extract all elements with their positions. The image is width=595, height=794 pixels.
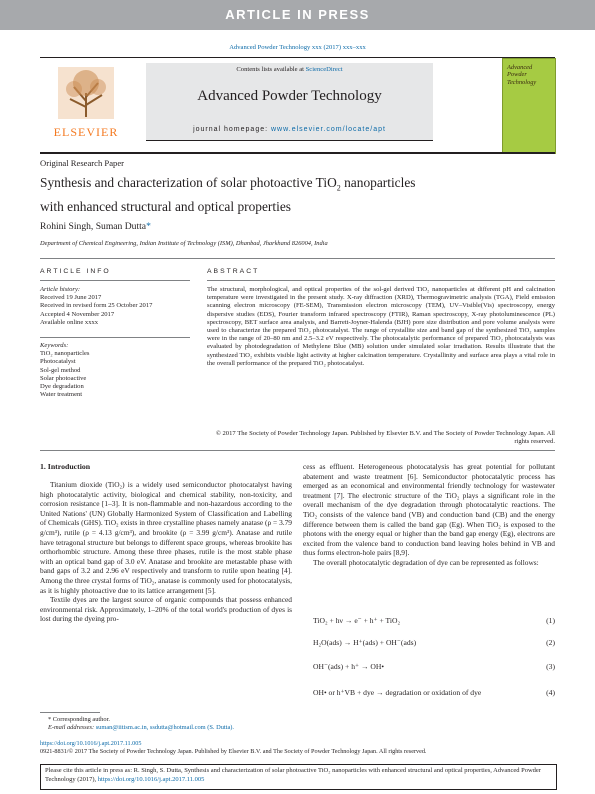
- intro-paragraph-4: The overall photocatalytic degradation of dye can be represented as follows:: [313, 557, 539, 567]
- cover-title-line1: Advanced: [507, 64, 533, 71]
- footnote-rule: [40, 712, 100, 713]
- equation-expr: TiO₂ + hν → e⁻ + h⁺ + TiO₂: [313, 616, 401, 625]
- contents-line: [146, 66, 433, 73]
- equation-number: (3): [546, 662, 555, 671]
- title-line2: with enhanced structural and optical properties: [40, 198, 291, 214]
- introduction-heading: 1. Introduction: [40, 462, 91, 471]
- history-accepted: Accepted 4 November 2017: [40, 310, 115, 318]
- header-thick-rule: [40, 152, 555, 154]
- journal-title: Advanced Powder Technology: [197, 88, 382, 104]
- equation-1: [313, 616, 555, 625]
- keyword-item: Photocatalyst: [40, 358, 76, 366]
- elsevier-wordmark: ELSEVIER: [53, 125, 119, 139]
- affiliation: Department of Chemical Engineering, Indian Institute of Technology (ISM), Dhanbad, Jharkhand 826004, India: [40, 240, 328, 247]
- contents-prefix: Contents lists available at: [236, 66, 306, 73]
- equation-3: [313, 662, 555, 671]
- authors: [40, 221, 151, 232]
- article-info-rule: [40, 280, 190, 281]
- masthead-bottom-rule: [146, 140, 433, 141]
- equation-4: [313, 688, 555, 697]
- article-title: [40, 174, 540, 216]
- header-top-rule: [40, 57, 555, 58]
- title-subscript: 2: [336, 183, 341, 193]
- title-part-a: Synthesis and characterization of solar photoactive TiO: [40, 175, 337, 190]
- equation-2: [313, 638, 555, 647]
- keyword-item: TiO₂ nanoparticles: [40, 350, 90, 358]
- doi-block: [40, 740, 555, 755]
- history-revised: Received in revised form 25 October 2017: [40, 302, 153, 310]
- email-label: E-mail addresses:: [48, 724, 96, 731]
- intro-paragraph-2: Textile dyes are the largest source of organic compounds that possess enhanced environmental risk. Approximately, 1–20% of the total world's production of dyes is lost during the dyeing pro-: [40, 595, 292, 624]
- equation-expr: H₂O(ads) → H⁺(ads) + OH⁻(ads): [313, 638, 417, 647]
- keyword-item: Solar photoactive: [40, 374, 87, 382]
- article-type: Original Research Paper: [40, 158, 124, 168]
- keyword-item: Water treatment: [40, 391, 83, 399]
- equation-number: (1): [546, 616, 555, 625]
- citation-text: Please cite this article in press as: R. Singh, S. Dutta, Synthesis and characterization of solar photoactive TiO₂ nanoparticles with enhanced structural and optical properties, Advanced Powder Technology (2017),: [45, 767, 541, 783]
- citation-doi-link[interactable]: https://doi.org/10.1016/j.apt.2017.11.005: [97, 776, 205, 783]
- keyword-item: Sol-gel method: [40, 366, 81, 374]
- cover-title-line3: Technology: [507, 78, 537, 86]
- keywords-label: Keywords:: [40, 342, 69, 349]
- abstract-rule: [207, 280, 555, 281]
- keywords-rule: [40, 337, 190, 338]
- keywords: [40, 342, 195, 399]
- article-info-heading: ARTICLE INFO: [40, 268, 111, 275]
- left-column: [40, 480, 292, 624]
- history-received: Received 19 June 2017: [40, 294, 102, 302]
- elsevier-tree-icon: [40, 63, 132, 127]
- history-online: Available online xxxx: [40, 318, 99, 326]
- corresponding-author-mark[interactable]: *: [146, 221, 151, 232]
- keyword-item: Dye degradation: [40, 383, 84, 391]
- homepage-link[interactable]: www.elsevier.com/locate/apt: [271, 126, 386, 133]
- doi-link[interactable]: https://doi.org/10.1016/j.apt.2017.11.005: [40, 740, 142, 747]
- abstract-copyright: © 2017 The Society of Powder Technology Japan. Published by Elsevier B.V. and The Society of Powder Technology Japan. All rights reserved.: [215, 430, 555, 446]
- intro-paragraph-1: Titanium dioxide (TiO₂) is a widely used semiconductor photocatalyst having high photocatalytic activity, biological and chemical stability, non-toxicity, and corrosion resistance [1–3]. It is non-flammable and non-hazardous according to the United Nations' (UN) Globally Harmonized System of Classification and Labelling of Chemicals (GHS). TiO₂ exists in three crystalline phases namely anatase (ρ = 3.79 g/cm³), rutile (ρ = 4.13 g/cm³), and brookite (ρ = 3.99 g/cm³). Anatase and rutile have tetragonal structure but belongs to different space groups, whereas brookite has orthorhombic structure. Among these three phases, rutile is the most stable phase with an optical band gap of 3.0 eV. Anatase and brookite are metastable phase with band gaps of 3.2 and 2.96 eV respectively and transform to rutile upon heating [4]. Among the three crystal forms of TiO₂, anatase is commonly used for photocatalysis, as it is highly photoactive due to its lattice arrangement [5].: [40, 480, 292, 595]
- affiliation-rule: [40, 258, 555, 259]
- homepage-prefix: journal homepage:: [193, 126, 271, 133]
- article-in-press-banner: ARTICLE IN PRESS: [0, 0, 595, 30]
- equation-expr: OH• or h⁺VB + dye → degradation or oxidation of dye: [313, 688, 482, 697]
- elsevier-logo: [40, 63, 132, 140]
- abstract-text: The structural, morphological, and optical properties of the sol-gel derived TiO₂ nanoparticles at different pH and calcination temperature were investigated in the present study. X-ray diffraction (XRD), Thermogravimetric analysis (TGA), Field emission scanning electron microscopy (FE-SEM), Transmission electron microscopy (TEM), UV–Visible(Vis) spectroscopy, energy dispersive studies (EDS), Fourier transform infrared spectroscopy (FTIR), Raman spectroscopy, X-ray photoluminescence (PL) spectroscopy, BET surface area analysis, and Barrett-Joyner-Halenda (BJH) pore size distribution and pore volume analysis were used to characterize the prepared TiO₂ photocatalyst. The range of crystallite size and band gap of the synthesized TiO₂ samples were in the range of 20–80 nm and 2.5–3.2 eV respectively. The photocatalytic performance of prepared TiO₂ photocatalysts was evaluated by photodegradation of Methylene Blue (MB) solution under simulated solar irradiation. Results illustrate that the synthesized TiO₂ exhibits visible light activity at higher calcination temperature. Crystallinity and surface area plays a vital role in the overall performance of the prepared TiO₂ photocatalyst.: [207, 286, 555, 367]
- corresponding-author-note: * Corresponding author.: [48, 716, 110, 723]
- intro-paragraph-3: cess as effluent. Heterogeneous photocatalysis has great potential for pollutant abatement and waste treatment [6]. Semiconductor photocatalytic process has emerged as an economical and environmental friendly technology for wastewater treatment [7]. The electronic structure of the TiO₂ plays a significant role in the overall mechanism of the dye degradation through photocatalytic reactions. The TiO₂ consists of the valence band (VB) and conduction band (CB) and the energy difference between them is called the band gap (Eg). When TiO₂ is exposed to the photons with the energy equal or higher than the band gap energy (Eg), electrons are excited from the valence band to conduction band leaving holes behind in VB and thus forms electron-hole pairs [8,9].: [303, 462, 555, 558]
- history-label: Article history:: [40, 286, 81, 293]
- journal-cover-thumbnail: [502, 58, 556, 154]
- journal-reference[interactable]: Advanced Powder Technology xxx (2017) xxx–xxx: [229, 44, 366, 51]
- footnotes: [40, 716, 555, 732]
- sciencedirect-link[interactable]: ScienceDirect: [305, 66, 343, 73]
- equation-expr: OH⁻(ads) + h⁺ → OH•: [313, 662, 385, 671]
- email-line: [40, 724, 555, 732]
- email-links[interactable]: suman@iitism.ac.in, ssdutta@hotmail.com (S. Dutta).: [95, 724, 235, 731]
- article-history: [40, 286, 195, 327]
- cover-title-line2: Powder: [507, 71, 527, 79]
- homepage-line: [146, 126, 433, 133]
- equation-number: (2): [546, 638, 555, 647]
- author-names: Rohini Singh, Suman Dutta: [40, 221, 147, 232]
- issn-copyright: 0921-8831/© 2017 The Society of Powder Technology Japan. Published by Elsevier B.V. and The Society of Powder Technology Japan. All rights reserved.: [40, 747, 427, 755]
- abstract-bottom-rule: [40, 450, 555, 451]
- title-part-b: nanoparticles: [340, 175, 416, 190]
- right-column: [303, 462, 555, 568]
- equation-number: (4): [546, 688, 555, 697]
- abstract-heading: ABSTRACT: [207, 268, 260, 275]
- citation-box: [40, 764, 557, 790]
